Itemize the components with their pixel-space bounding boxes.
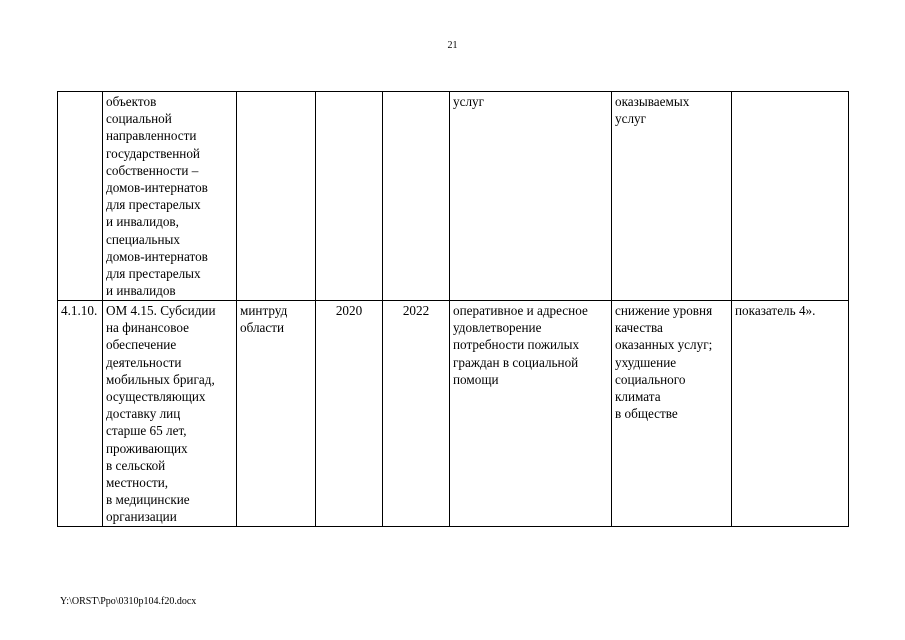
cell-text-line: для престарелых <box>106 197 201 213</box>
measures-table <box>57 91 849 527</box>
measure-name-cell <box>103 301 237 527</box>
end-year-cell: 2022 <box>383 301 450 527</box>
cell-text-line: для престарелых <box>106 266 201 282</box>
cell-text-line: помощи <box>453 371 499 387</box>
expected-result-cell <box>450 301 612 527</box>
cell-text-line: услуг <box>615 111 647 127</box>
cell-text-line: деятельности <box>106 354 182 370</box>
cell-text-line: в обществе <box>615 406 678 422</box>
cell-text-line: социальной <box>106 111 172 127</box>
cell-text-line: граждан в социальной <box>453 354 579 370</box>
cell-text-line: минтруд <box>240 303 288 318</box>
row-number-cell: 4.1.10. <box>58 301 103 527</box>
executor-cell <box>237 301 316 527</box>
cell-text-line: и инвалидов <box>106 283 176 299</box>
end-year-cell <box>383 92 450 301</box>
cell-text-line: мобильных бригад, <box>106 371 215 387</box>
cell-text-line: объектов <box>106 94 157 109</box>
cell-text-line: ухудшение <box>615 354 677 370</box>
cell-text-line: осуществляющих <box>106 389 206 405</box>
consequence-cell <box>612 92 732 301</box>
cell-text-line: оказываемых <box>615 94 690 109</box>
table-row <box>58 301 849 527</box>
cell-text-line: специальных <box>106 231 180 247</box>
expected-result-cell <box>450 92 612 301</box>
measure-name-cell <box>103 92 237 301</box>
cell-text-line: в сельской <box>106 457 166 473</box>
cell-text-line: собственности – <box>106 162 199 178</box>
cell-text-line: старше 65 лет, <box>106 423 187 439</box>
cell-text-line: области <box>240 320 285 336</box>
indicator-link-cell <box>732 92 849 301</box>
cell-text-line: удовлетворение <box>453 320 542 336</box>
cell-text-line: местности, <box>106 475 169 491</box>
cell-text-line: климата <box>615 389 661 405</box>
executor-cell <box>237 92 316 301</box>
cell-text-line: на финансовое <box>106 320 189 336</box>
cell-text-line: услуг <box>453 94 485 109</box>
cell-text-line: социального <box>615 371 686 387</box>
cell-text-line: и инвалидов, <box>106 214 179 230</box>
cell-text-line: оперативное и адресное <box>453 303 588 318</box>
cell-text-line: показатель 4». <box>735 303 816 318</box>
indicator-link-cell <box>732 301 849 527</box>
start-year-cell <box>316 92 383 301</box>
row-number-cell <box>58 92 103 301</box>
cell-text-line: домов-интернатов <box>106 248 208 264</box>
table-row <box>58 92 849 301</box>
cell-text-line: качества <box>615 320 663 336</box>
cell-text-line: проживающих <box>106 440 188 456</box>
cell-text-line: домов-интернатов <box>106 180 208 196</box>
cell-text-line: потребности пожилых <box>453 337 580 353</box>
footer-file-path: Y:\ORST\Ppo\0310p104.f20.docx <box>60 596 197 607</box>
cell-text-line: оказанных услуг; <box>615 337 713 353</box>
cell-text-line: снижение уровня <box>615 303 713 318</box>
page-number: 21 <box>447 40 458 51</box>
cell-text-line: ОМ 4.15. Субсидии <box>106 303 216 318</box>
cell-text-line: организации <box>106 509 177 525</box>
cell-text-line: доставку лиц <box>106 406 181 422</box>
cell-text-line: направленности <box>106 128 197 144</box>
start-year-cell: 2020 <box>316 301 383 527</box>
cell-text-line: обеспечение <box>106 337 177 353</box>
cell-text-line: государственной <box>106 145 200 161</box>
cell-text-line: в медицинские <box>106 492 190 508</box>
consequence-cell <box>612 301 732 527</box>
